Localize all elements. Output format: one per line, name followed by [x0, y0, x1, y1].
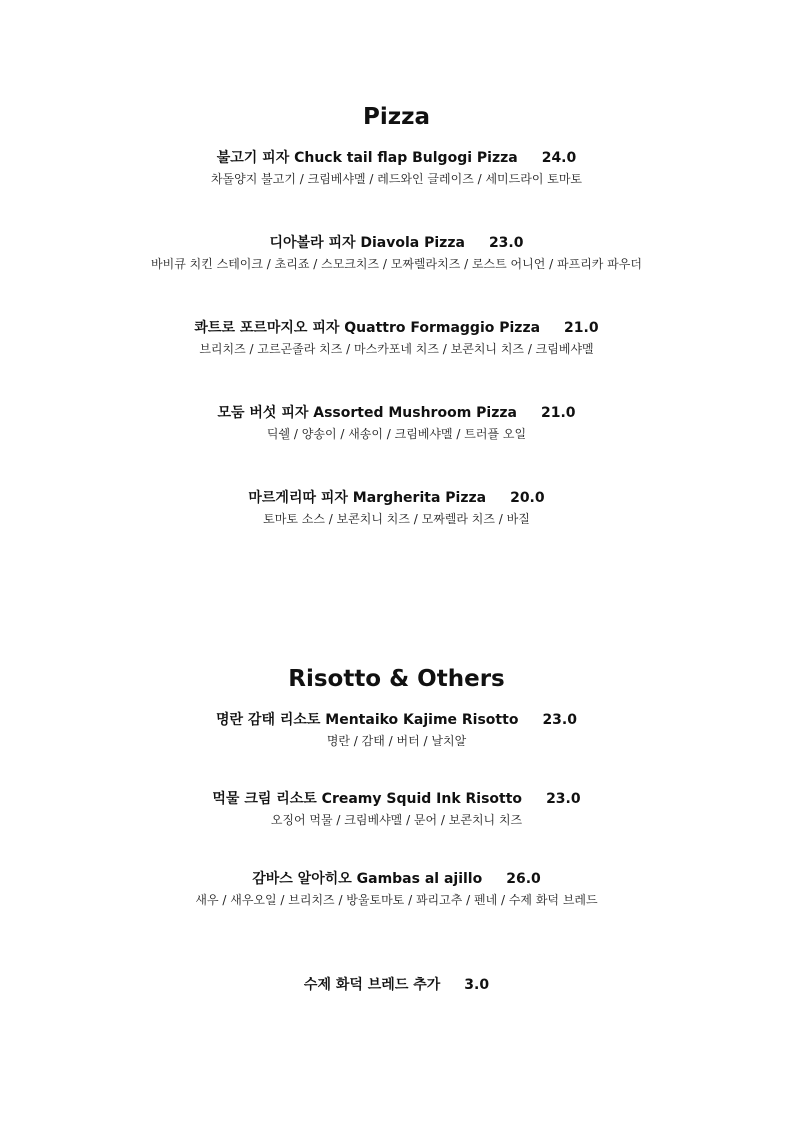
item-description: 새우 / 새우오일 / 브리치즈 / 방울토마토 / 꽈리고추 / 펜네 / 수제 화덕 브레드 — [195, 893, 598, 907]
item-price: 21.0 — [540, 405, 576, 421]
item-price: 23.0 — [546, 791, 581, 807]
item-description: 차돌양지 불고기 / 크림베샤멜 / 레드와인 글레이즈 / 세미드라이 토마토 — [210, 172, 583, 186]
item-name: 모둠 버섯 피자 Assorted Mushroom Pizza — [217, 405, 517, 421]
menu-item-assorted-mushroom-pizza — [0, 403, 793, 443]
menu-item-extra-bread — [0, 975, 793, 995]
menu-item-bulgogi-pizza — [0, 148, 793, 188]
item-price: 21.0 — [564, 320, 599, 336]
item-price: 24.0 — [541, 150, 577, 166]
menu-item-gambas-al-ajillo — [0, 869, 793, 909]
item-price: 3.0 — [464, 977, 490, 993]
menu-item-mentaiko-risotto — [0, 710, 793, 750]
item-description: 토마토 소스 / 보콘치니 치즈 / 모짜렐라 치즈 / 바질 — [263, 512, 530, 526]
item-description: 오징어 먹물 / 크림베샤멜 / 문어 / 보콘치니 치즈 — [270, 813, 523, 827]
item-name: 마르게리따 피자 Margherita Pizza — [248, 490, 487, 506]
item-price: 23.0 — [488, 235, 524, 251]
section-title-pizza: Pizza — [362, 104, 431, 130]
item-description: 브리치즈 / 고르곤졸라 치즈 / 마스카포네 치즈 / 보콘치니 치즈 / 크림베샤멜 — [199, 342, 594, 356]
item-price: 20.0 — [510, 490, 545, 506]
item-name: 디아볼라 피자 Diavola Pizza — [269, 235, 465, 251]
menu-item-squid-ink-risotto — [0, 789, 793, 829]
item-description: 딕쉘 / 양송이 / 새송이 / 크림베샤멜 / 트러플 오일 — [266, 427, 527, 441]
item-name: 감바스 알아히오 Gambas al ajillo — [252, 871, 483, 887]
section-title-risotto-others: Risotto & Others — [288, 666, 505, 692]
item-description: 바비큐 치킨 스테이크 / 초리죠 / 스모크치즈 / 모짜렐라치즈 / 로스트 어니언 / 파프리카 파우더 — [151, 257, 642, 271]
item-name: 먹물 크림 리소토 Creamy Squid Ink Risotto — [212, 791, 523, 807]
item-price: 26.0 — [506, 871, 541, 887]
menu-item-diavola-pizza — [0, 233, 793, 273]
item-name: 수제 화덕 브레드 추가 — [303, 977, 441, 993]
item-name: 콰트로 포르마지오 피자 Quattro Formaggio Pizza — [194, 320, 541, 336]
menu-item-quattro-formaggio-pizza — [0, 318, 793, 358]
item-description: 명란 / 감태 / 버터 / 날치알 — [326, 734, 467, 748]
item-name: 불고기 피자 Chuck tail flap Bulgogi Pizza — [216, 150, 518, 166]
menu-item-margherita-pizza — [0, 488, 793, 528]
item-price: 23.0 — [542, 712, 577, 728]
item-name: 명란 감태 리소토 Mentaiko Kajime Risotto — [216, 712, 519, 728]
